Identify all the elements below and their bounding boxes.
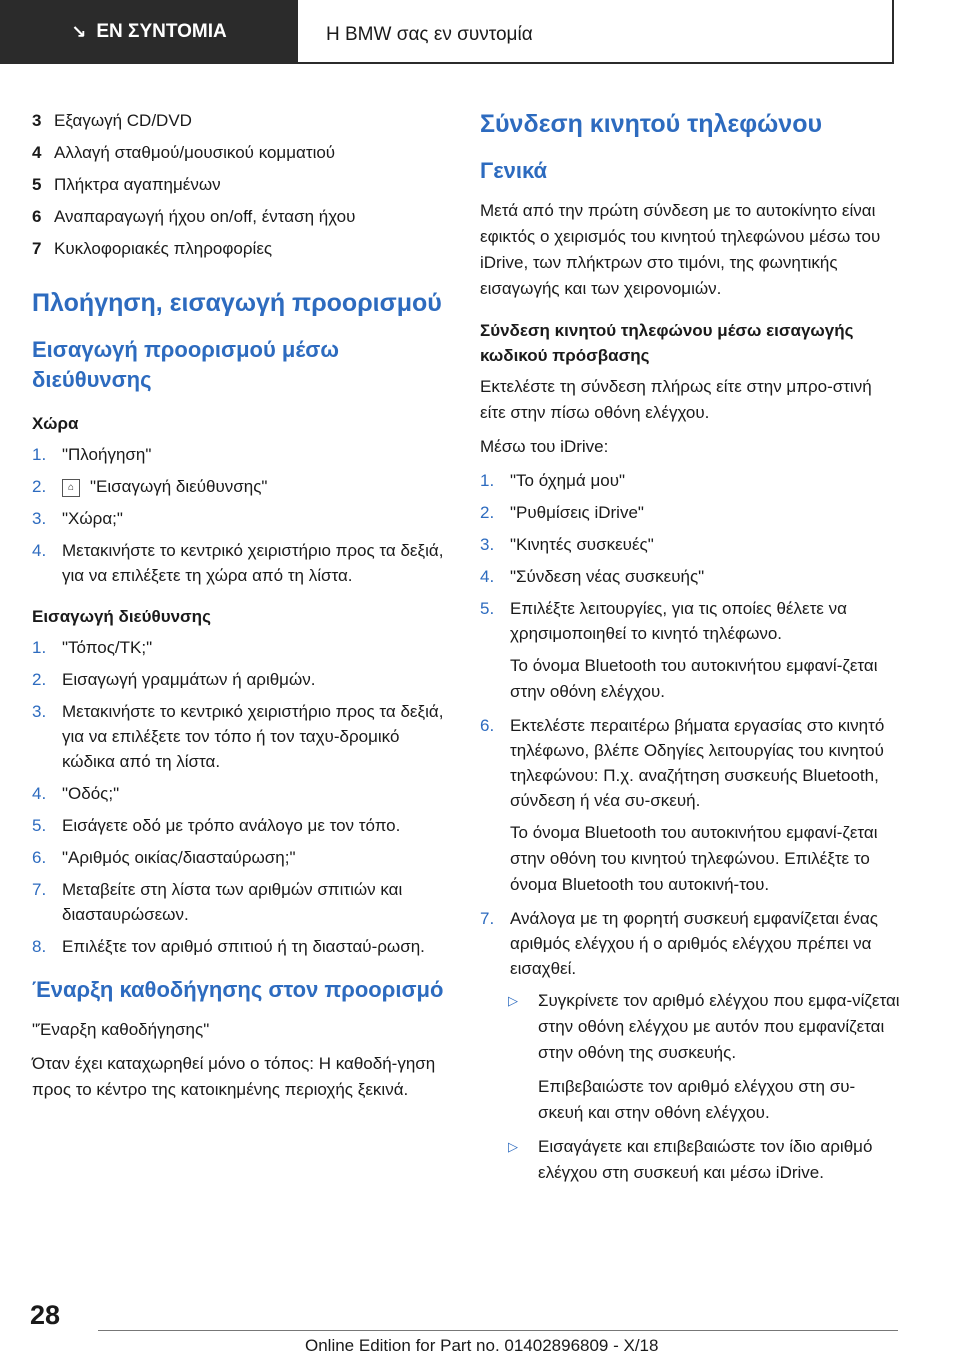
list-item: 4. Μετακινήστε το κεντρικό χειριστήριο προς τα δεξιά, για να επιλέξετε τη χώρα από τη λίστα. (32, 541, 444, 585)
paragraph: Μετά από την πρώτη σύνδεση με το αυτοκίνητο είναι εφικτός ο χειρισμός του κινητού τηλεφώνου μέσω του iDrive, των πλήκτρων στο τιμόνι, της φωνητικής εισαγωγής και των χειρονομιών. (480, 201, 881, 298)
heading-start-guidance: Έναρξη καθοδήγησης στον προορισμό (32, 977, 444, 1002)
controls-list (32, 108, 452, 261)
list-item: 1. "Το όχημά μου" (480, 471, 626, 490)
list-item: 5 Πλήκτρα αγαπημένων (32, 175, 221, 194)
section-title-box (310, 0, 894, 64)
list-item: 3. "Κινητές συσκευές" (480, 535, 654, 554)
heading-address-entry: Εισαγωγή προορισμού μέσω διεύθυνσης (32, 337, 339, 392)
page-number: 28 (30, 1300, 61, 1330)
paragraph: Εκτελέστε τη σύνδεση πλήρως είτε στην μπρο-στινή είτε στην πίσω οθόνη ελέγχου. (480, 377, 872, 422)
list-item: 1. "Πλοήγηση" (32, 445, 152, 464)
phone-steps-cont-2 (480, 906, 900, 981)
country-steps (32, 442, 452, 588)
list-item: 4. "Οδός;" (32, 784, 120, 803)
paragraph: Όταν έχει καταχωρηθεί μόνο ο τόπος: Η καθοδή-γηση προς το κέντρο της κατοικημένης περιοχής ξεκινά. (32, 1054, 436, 1099)
right-column (480, 108, 900, 1194)
bullet-item: ▷ Εισαγάγετε και επιβεβαιώστε τον ίδιο αριθμό ελέγχου στη συσκευή και μέσω iDrive. (480, 1134, 900, 1186)
list-item: 5. Εισάγετε οδό με τρόπο ανάλογο με τον τόπο. (32, 816, 401, 835)
note: Το όνομα Bluetooth του αυτοκινήτου εμφανί-ζεται στην οθόνη του κινητού τηλεφώνου. Επιλέξτε το όνομα Bluetooth του αυτοκινή-του. (510, 823, 878, 894)
list-item: 6. Εκτελέστε περαιτέρω βήματα εργασίας στο κινητό τηλέφωνο, βλέπε Οδηγίες λειτουργίας του κινητού τηλεφώνου: Π.χ. αναζήτηση συσκευής Bluetooth, σύνδεση ή νέα συ-σκευή. (480, 716, 885, 810)
list-item: 3 Εξαγωγή CD/DVD (32, 111, 192, 130)
list-item: 7. Ανάλογα με τη φορητή συσκευή εμφανίζεται ένας αριθμός ελέγχου ή ο αριθμός ελέγχου πρέπει να εισαχθεί. (480, 909, 878, 978)
list-item: 4. "Σύνδεση νέας συσκευής" (480, 567, 705, 586)
list-item: 2. ⌂ "Εισαγωγή διεύθυνσης" (32, 477, 268, 496)
footer-divider (98, 1330, 898, 1331)
triangle-bullet-icon: ▷ (508, 1139, 518, 1154)
heading-address: Εισαγωγή διεύθυνσης (32, 607, 211, 626)
list-item: 1. "Τόπος/ΤΚ;" (32, 638, 153, 657)
heading-passkey: Σύνδεση κινητού τηλεφώνου μέσω εισαγωγής κωδικού πρόσβασης (480, 321, 854, 365)
left-column (32, 108, 452, 1111)
tab-quick-guide-label: ΕΝ ΣΥΝΤΟΜΙΑ (96, 21, 227, 42)
list-item: 6. "Αριθμός οικίας/διασταύρωση;" (32, 848, 296, 867)
bullet-item: ▷ Συγκρίνετε τον αριθμό ελέγχου που εμφα-νίζεται στην οθόνη ελέγχου με αυτόν που εμφανίζεται στην οθόνη της συσκευής. (480, 988, 900, 1066)
address-entry-icon: ⌂ (62, 479, 80, 497)
list-item: 2. "Ρυθμίσεις iDrive" (480, 503, 644, 522)
section-title: Η BMW σας εν συντομία (326, 24, 533, 45)
note: Το όνομα Bluetooth του αυτοκινήτου εμφανί-ζεται στην οθόνη ελέγχου. (510, 656, 878, 701)
heading-general: Γενικά (480, 158, 548, 183)
list-item: 8. Επιλέξτε τον αριθμό σπιτιού ή τη διασταύ-ρωση. (32, 937, 425, 956)
list-item: 5. Επιλέξτε λειτουργίες, για τις οποίες θέλετε να χρησιμοποιηθεί το κινητό τηλέφωνο. (480, 599, 847, 643)
note: Επιβεβαιώστε τον αριθμό ελέγχου στη συ-σκευή και στην οθόνη ελέγχου. (538, 1077, 856, 1122)
quick-guide-icon: ↘ (71, 21, 87, 42)
list-item: 6 Αναπαραγωγή ήχου on/off, ένταση ήχου (32, 207, 356, 226)
heading-phone-connection: Σύνδεση κινητού τηλεφώνου (480, 110, 823, 138)
list-item: 7 Κυκλοφοριακές πληροφορίες (32, 239, 273, 258)
paragraph: "Έναρξη καθοδήγησης" (32, 1020, 210, 1039)
list-item: 3. Μετακινήστε το κεντρικό χειριστήριο προς τα δεξιά, για να επιλέξετε τον τόπο ή τον ταχυ-δρομικό κώδικα από τη λίστα. (32, 702, 444, 771)
phone-steps-cont (480, 713, 900, 813)
heading-country: Χώρα (32, 414, 79, 433)
list-item: 2. Εισαγωγή γραμμάτων ή αριθμών. (32, 670, 316, 689)
page-header (0, 0, 960, 66)
triangle-bullet-icon: ▷ (508, 993, 518, 1008)
list-item: 3. "Χώρα;" (32, 509, 123, 528)
paragraph: Μέσω του iDrive: (480, 437, 609, 456)
phone-steps (480, 468, 900, 646)
list-item: 7. Μεταβείτε στη λίστα των αριθμών σπιτιών και διασταυρώσεων. (32, 880, 403, 924)
list-item: 4 Αλλαγή σταθμού/μουσικού κομματιού (32, 143, 336, 162)
tab-quick-guide[interactable] (0, 0, 298, 64)
address-steps (32, 635, 452, 959)
footer-edition: Online Edition for Part no. 01402896809 - X/18 (305, 1336, 659, 1355)
heading-navigation: Πλοήγηση, εισαγωγή προορισμού (32, 289, 442, 317)
